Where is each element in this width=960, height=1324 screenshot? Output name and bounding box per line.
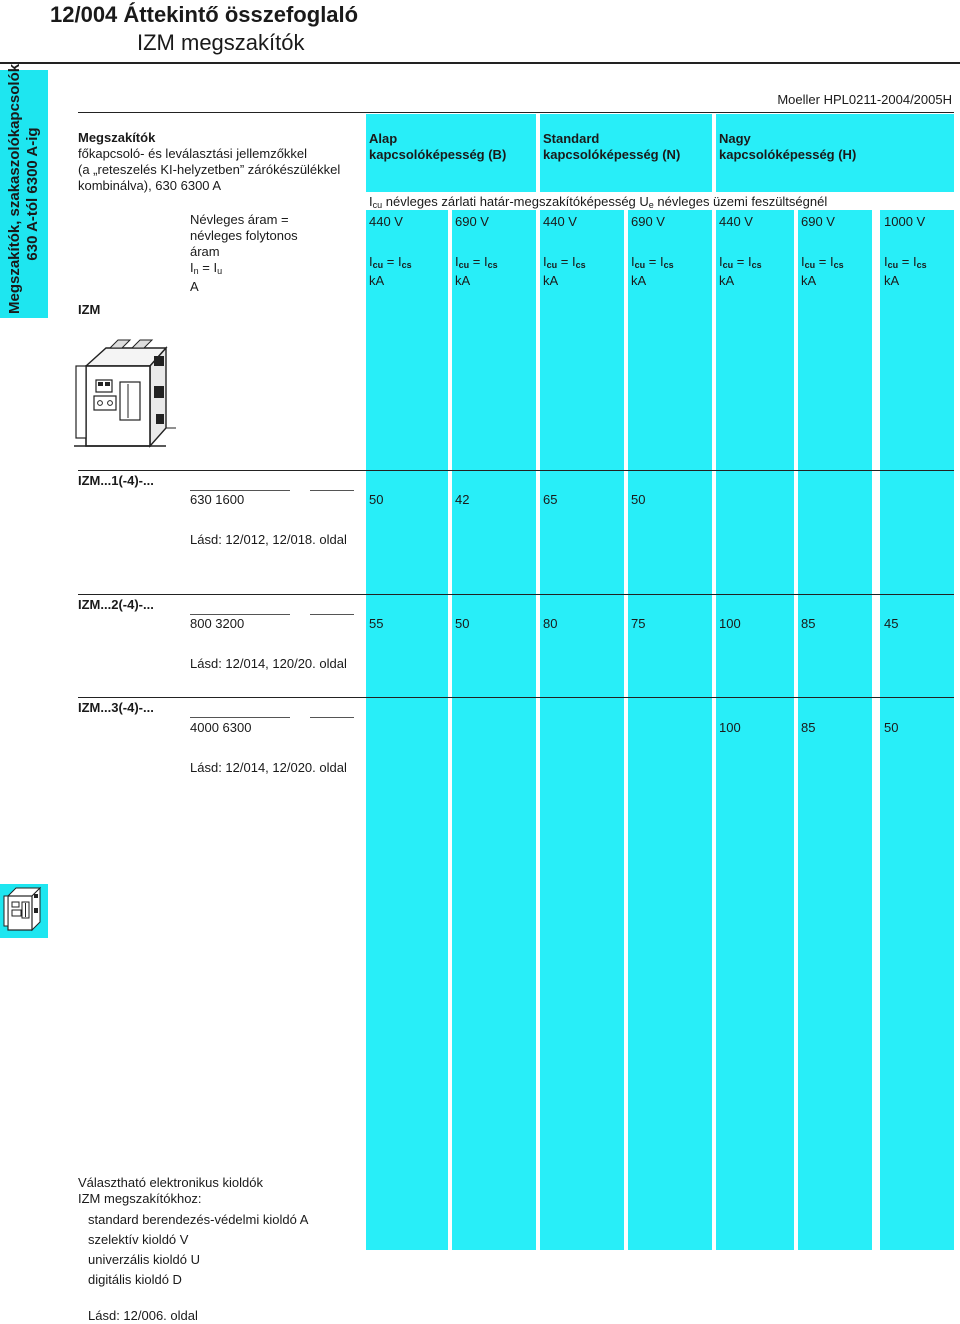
table-top-rule [78,112,954,113]
left-description [78,130,340,194]
row-type-2: IZM...2(-4)-... [78,597,154,612]
side-tab-line2: 630 A-tól 6300 A-ig [24,127,41,261]
row-ref-3: Lásd: 12/014, 12/020. oldal [190,760,347,775]
list-item: digitális kioldó D [88,1272,182,1287]
doc-reference: Moeller HPL0211-2004/2005H [777,92,952,107]
trip-units-list [88,1210,308,1290]
rated-unit: A [190,279,199,294]
row2-cell-2: 50 [455,616,470,631]
row-range-1: 630 1600 [190,492,245,507]
rated-line-3: áram [190,244,220,259]
side-tab-line1: Megszakítók, szakaszolókapcsolók [6,63,23,314]
desc-line-3: kombinálva), 630 6300 A [78,178,222,193]
range-dash [190,717,290,718]
row2-cell-4: 75 [631,616,646,631]
icu-formula: $I_{cu} = I_{cs}$ [369,254,412,270]
row1-cell-3: 65 [543,492,558,507]
trip-units-title: Választható elektronikus kioldók IZM megszakítókhoz: [78,1175,263,1206]
row2-cell-3: 80 [543,616,558,631]
voltage-col-4: 690 V $I_{cu} = I_{cs}$ kA [631,214,674,288]
circuit-breaker-illustration [70,336,182,462]
row3-cell-7: 50 [884,720,899,735]
range-dash [190,490,290,491]
range-dash [190,614,290,615]
row2-cell-7: 45 [884,616,899,631]
col-bg-1 [366,210,448,1250]
desc-line-2: (a „reteszelés KI-helyzetben” zárókészülékkel [78,162,341,177]
section-title: 12/004 Áttekintő összefoglaló [50,2,359,27]
voltage-col-3: 440 V $I_{cu} = I_{cs}$ kA [543,214,586,288]
row-range-2: 800 3200 [190,616,245,631]
rated-line-1: Névleges áram = [190,212,289,227]
range-dash [310,490,354,491]
voltage-col-7: 1000 V $I_{cu} = I_{cs}$ kA [884,214,927,288]
group-header-standard: Standard kapcsolóképesség (N) [543,131,681,162]
row-ref-2: Lásd: 12/014, 120/20. oldal [190,656,347,671]
side-tab [0,63,48,318]
row-ref-1: Lásd: 12/012, 12/018. oldal [190,532,347,547]
voltage-col-1: 440 V $I_{cu} = I_{cs}$ kA [369,214,412,288]
row3-cell-5: 100 [719,720,741,735]
desc-title: Megszakítók [78,130,156,145]
group-header-alap: Alap kapcsolóképesség (B) [369,131,507,162]
col-bg-3 [540,210,624,1250]
voltage-col-2: 690 V $I_{cu} = I_{cs}$ kA [455,214,498,288]
col-bg-4 [628,210,712,1250]
icu-formula: $I_{cu} = I_{cs}$ [719,254,762,270]
row-rule-1 [78,470,954,471]
row2-cell-5: 100 [719,616,741,631]
icu-formula: $I_{cu} = I_{cs}$ [884,254,927,270]
row1-cell-2: 42 [455,492,470,507]
icu-formula: $I_{cu} = I_{cs}$ [631,254,674,270]
row1-cell-4: 50 [631,492,646,507]
breaker-icon [0,884,48,938]
row-type-3: IZM...3(-4)-... [78,700,154,715]
icu-formula: $I_{cu} = I_{cs}$ [543,254,586,270]
rated-current-label [190,212,298,295]
row1-cell-1: 50 [369,492,384,507]
icu-formula: $I_{cu} = I_{cs}$ [455,254,498,270]
row3-cell-6: 85 [801,720,816,735]
side-tab-text [6,63,42,314]
row-rule-3 [78,697,954,698]
icu-formula: $I_{cu} = I_{cs}$ [801,254,844,270]
row2-cell-6: 85 [801,616,816,631]
rated-line-2: névleges folytonos [190,228,298,243]
row-type-1: IZM...1(-4)-... [78,473,154,488]
row-rule-2 [78,594,954,595]
product-label: IZM [78,302,101,317]
range-dash [310,614,354,615]
header-rule [0,62,960,64]
list-item: szelektív kioldó V [88,1232,189,1247]
list-item: standard berendezés-védelmi kioldó A [88,1212,309,1227]
col-bg-2 [452,210,536,1250]
voltage-col-5: 440 V $I_{cu} = I_{cs}$ kA [719,214,762,288]
row-range-3: 4000 6300 [190,720,252,735]
row2-cell-1: 55 [369,616,384,631]
range-dash [310,717,354,718]
group-header-nagy: Nagy kapcsolóképesség (H) [719,131,857,162]
list-item: univerzális kioldó U [88,1252,200,1267]
voltage-col-6: 690 V $I_{cu} = I_{cs}$ kA [801,214,844,288]
trip-units-ref: Lásd: 12/006. oldal [88,1308,198,1323]
icu-header: $I_{cu}$ névleges zárlati határ-megszakítóképesség $U_e$ névleges üzemi feszültségnél [369,194,828,210]
rated-symbol: $I_n = I_u$ [190,260,223,276]
page-subtitle: IZM megszakítók [137,30,305,55]
desc-line-1: főkapcsoló- és leválasztási jellemzőkkel [78,146,308,161]
